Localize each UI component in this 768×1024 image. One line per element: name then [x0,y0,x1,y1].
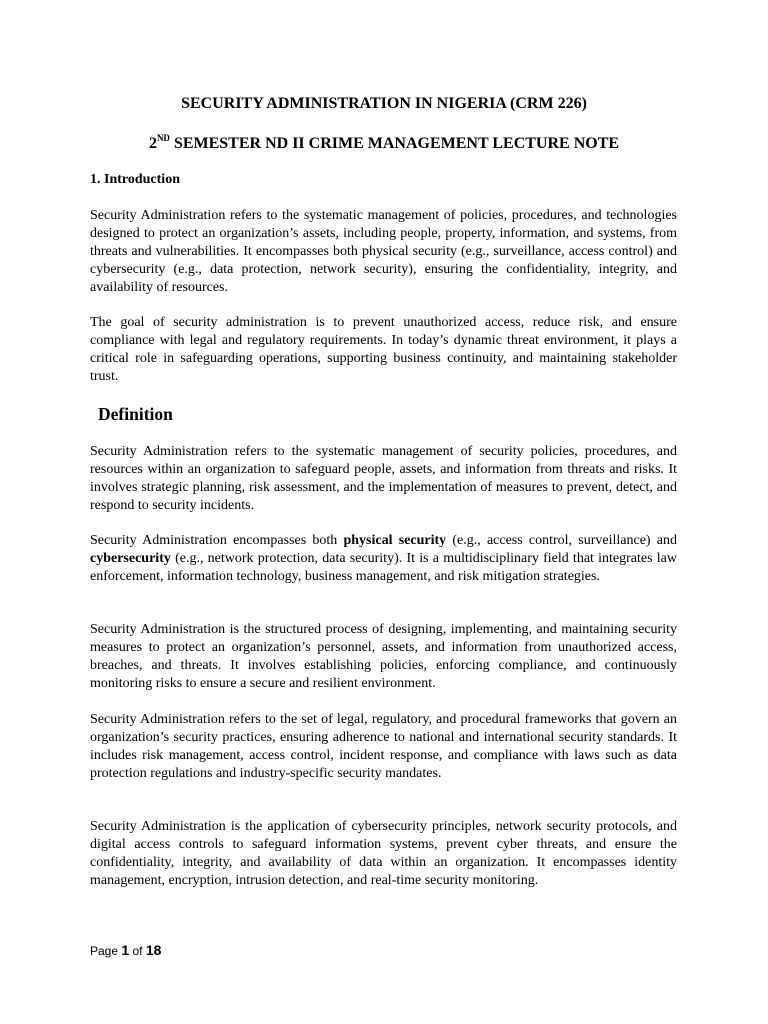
definition-p2-part2: (e.g., access control, surveillance) and [446,533,677,548]
definition-paragraph-3: Security Administration is the structured process of designing, implementing, and maintaining security measures to protect an organization’s personnel, assets, and information from unauthorized access, breaches, and threats. It involves establishing policies, enforcing compliance, and continuously monitoring risks to ensure a secure and resilient environment. [90,622,677,691]
document-subtitle [0,134,768,154]
of-label: of [129,944,146,958]
definition-paragraph-1: Security Administration refers to the systematic management of security policies, procedures, and resources within an organization to safeguard people, assets, and information from threats and risks. It involves strategic planning, risk assessment, and the implementation of measures to prevent, detect, and respond to security incidents. [90,444,677,513]
introduction-heading: 1. Introduction [90,172,180,187]
document-title: SECURITY ADMINISTRATION IN NIGERIA (CRM 226) [181,95,587,112]
current-page-number: 1 [121,942,130,958]
definition-paragraph-2 [90,532,677,586]
definition-p2-part3: (e.g., network protection, data security). It is a multidisciplinary field that integrates law enforcement, information technology, business management, and risk mitigation strategies. [90,551,677,584]
cybersecurity-term: cybersecurity [90,551,171,566]
page-number-footer [90,941,161,960]
subtitle-ordinal-number: 2 [148,135,157,152]
definition-heading: Definition [98,404,173,424]
introduction-paragraph-2: The goal of security administration is to prevent unauthorized access, reduce risk, and ensure compliance with legal and regulatory requirements. In today’s dynamic threat environment, it plays a critical role in safeguarding operations, supporting business continuity, and maintaining stakeholder trust. [90,315,677,384]
definition-paragraph-4: Security Administration refers to the set of legal, regulatory, and procedural frameworks that govern an organization’s security practices, ensuring adherence to national and international security standards. It includes risk management, access control, incident response, and compliance with laws such as data protection regulations and industry-specific security mandates. [90,712,677,781]
definition-paragraph-5: Security Administration is the application of cybersecurity principles, network security protocols, and digital access controls to safeguard information systems, prevent cyber threats, and ensure the confidentiality, integrity, and availability of data within an organization. It encompasses identity management, encryption, intrusion detection, and real-time security monitoring. [90,819,677,888]
definition-p2-part1: Security Administration encompasses both [90,533,344,548]
physical-security-term: physical security [343,533,447,548]
subtitle-text: SEMESTER ND II CRIME MANAGEMENT LECTURE NOTE [169,135,620,152]
subtitle-ordinal-suffix: ND [156,132,170,143]
total-pages-number: 18 [145,942,162,958]
introduction-paragraph-1: Security Administration refers to the systematic management of policies, procedures, and technologies designed to protect an organization’s assets, including people, property, information, and systems, from threats and vulnerabilities. It encompasses both physical security (e.g., surveillance, access control) and cybersecurity (e.g., data protection, network security), ensuring the confidentiality, integrity, and availability of resources. [90,208,677,295]
page-label: Page [90,944,122,958]
